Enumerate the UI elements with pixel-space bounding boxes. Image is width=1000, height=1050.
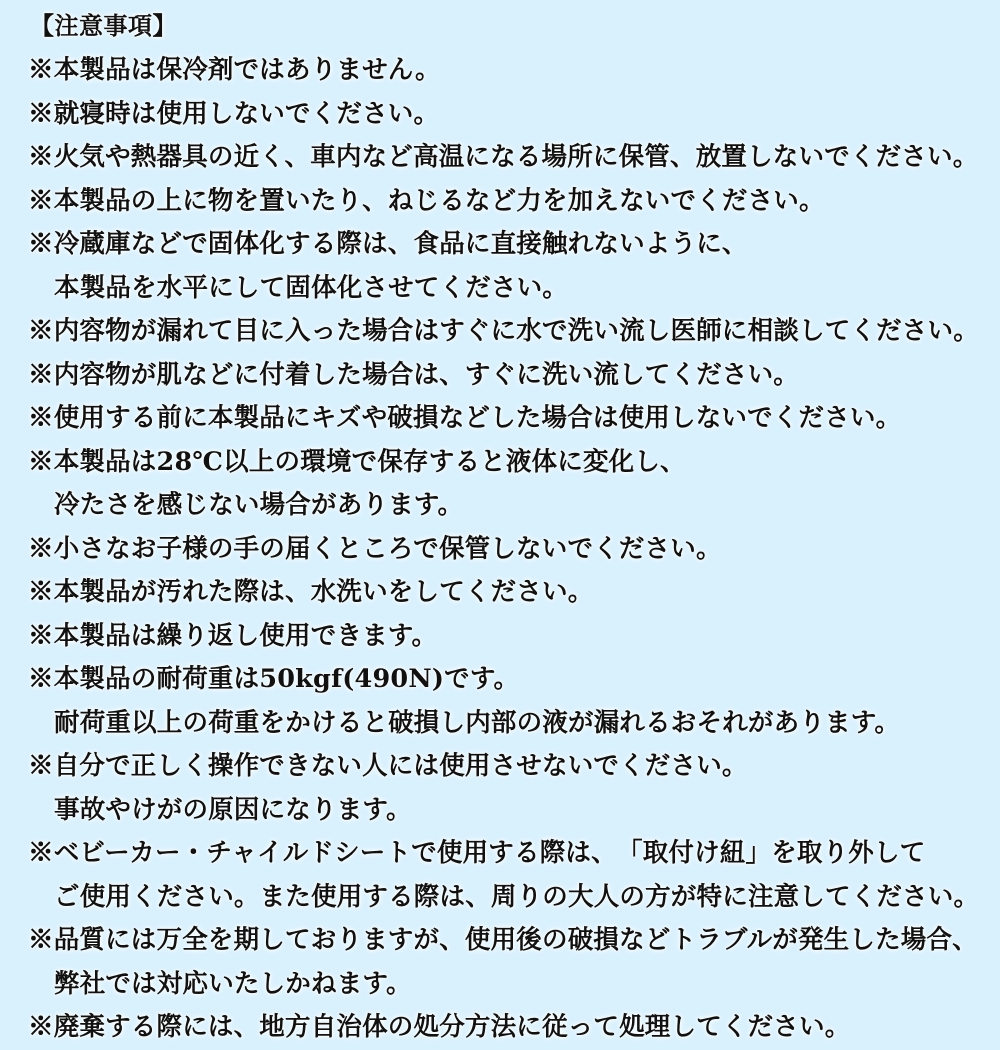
notice-line: ※本製品の上に物を置いたり、ねじるなど力を加えないでください。: [28, 185, 825, 216]
notice-line: ※自分で正しく操作できない人には使用させないでください。: [28, 751, 748, 781]
notice-line: ※本製品が汚れた際は、水洗いをしてください。: [28, 577, 594, 607]
notice-line-continuation: 本製品を水平にして固体化させてください。: [54, 272, 569, 303]
notice-line-continuation: 耐荷重以上の荷重をかけると破損し内部の液が漏れるおそれがあります。: [54, 707, 901, 738]
notice-list: [0, 49, 1000, 1050]
notice-line: ※小さなお子様の手の届くところで保管しないでください。: [28, 533, 722, 564]
notice-title: 【注意事項】: [30, 11, 177, 40]
notice-line: ※使用する前に本製品にキズや破損などした場合は使用しないでください。: [28, 403, 902, 433]
notice-line: ※廃棄する際には、地方自治体の処分方法に従って処理してください。: [28, 1012, 851, 1042]
notice-line: ※本製品は繰り返し使用できます。: [28, 620, 438, 651]
notice-line-continuation: 事故やけがの原因になります。: [54, 794, 412, 825]
notice-line-continuation: 弊社では対応いたしかねます。: [54, 968, 412, 999]
notice-line: ※本製品は28℃以上の環境で保存すると液体に変化し、: [28, 446, 686, 477]
notice-line-continuation: ご使用ください。また使用する際は、周りの大人の方が特に注意してください。: [54, 881, 980, 912]
notice-line: ※内容物が肌などに付着した場合は、すぐに洗い流してください。: [28, 359, 800, 390]
notice-line: ※ベビーカー・チャイルドシートで使用する際は、 「取付け紐」を取り外して: [28, 838, 926, 868]
notice-line: ※本製品の耐荷重は50kgf(490N)です。: [28, 664, 520, 694]
notice-line: ※品質には万全を期しておりますが、使用後の破損などトラブルが発生した場合、: [28, 925, 978, 955]
notice-line: ※冷蔵庫などで固体化する際は、食品に直接触れないように、: [28, 229, 748, 259]
notice-line: ※内容物が漏れて目に入った場合はすぐに水で洗い流し医師に相談してください。: [28, 316, 979, 346]
notice-line: ※就寝時は使用しないでください。: [28, 98, 440, 129]
notice-line: ※火気や熱器具の近く、車内など高温になる場所に保管、放置しないでください。: [28, 142, 979, 172]
notice-line-continuation: 冷たさを感じない場合があります。: [54, 490, 464, 520]
notice-line: ※本製品は保冷剤ではありません。: [28, 55, 441, 85]
